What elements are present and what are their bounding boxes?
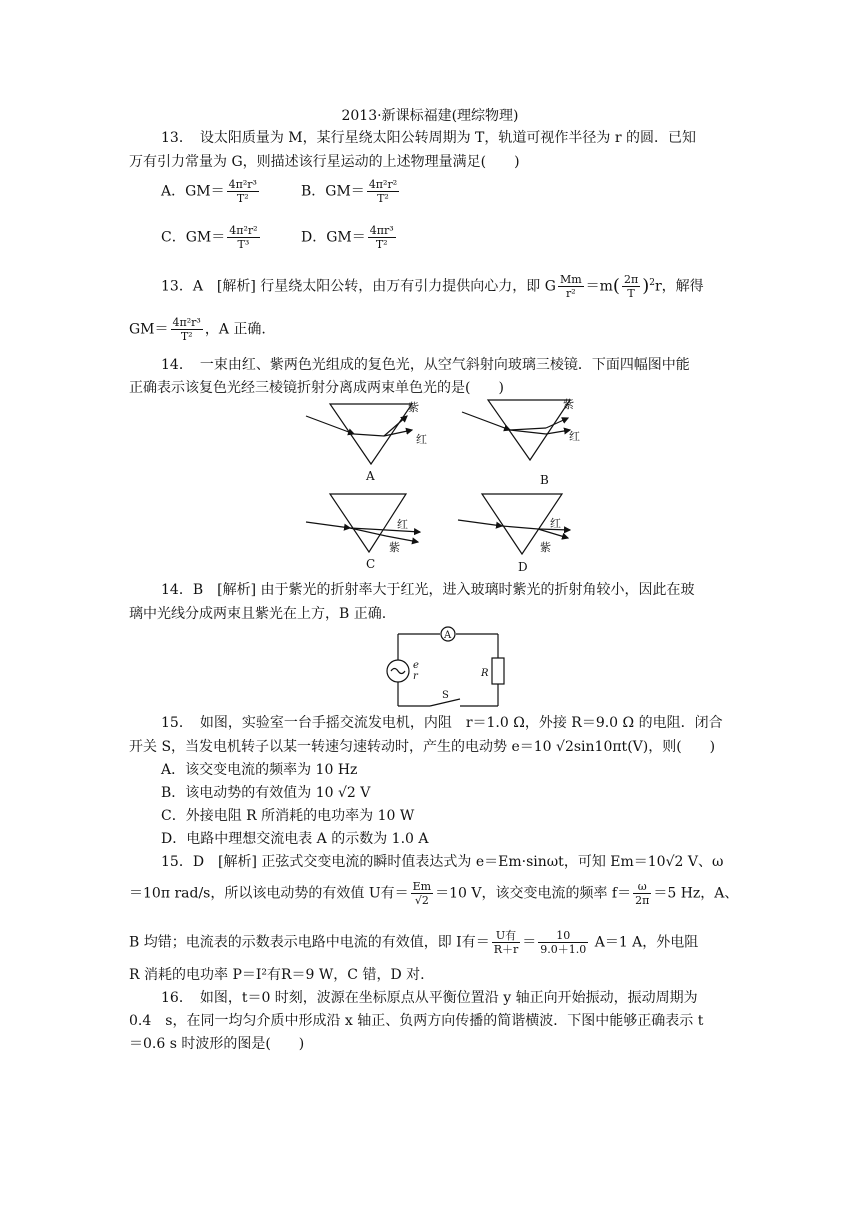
q15-option-c: C．外接电阻 R 所消耗的电功率为 10 W xyxy=(161,808,415,824)
source-emf-label: e xyxy=(413,660,419,671)
q13-answer-frac1 xyxy=(558,273,584,300)
denominator: T³ xyxy=(237,238,250,251)
denominator: R＋r xyxy=(493,943,519,956)
q13-answer2-frac xyxy=(171,316,203,343)
prism-a xyxy=(330,404,412,464)
denominator: √2 xyxy=(414,894,429,907)
numerator: 2π xyxy=(623,273,639,287)
q13-answer-prefix: 13．A [解析] 行星绕太阳公转，由万有引力提供向心力，即 G xyxy=(161,278,556,295)
prism-d-bottom-label: 紫 xyxy=(540,541,551,554)
circuit-diagram xyxy=(0,626,860,716)
q15-answer3-equals: ＝ xyxy=(522,934,537,951)
denominator: T² xyxy=(375,238,388,251)
q15-option-d: D．电路中理想交流电表 A 的示数为 1.0 A xyxy=(161,831,429,847)
q13-answer-suffix: r，解得 xyxy=(654,278,704,295)
q15-answer2-part-a: ＝10π rad/s，所以该电动势的有效值 U有＝ xyxy=(129,885,409,902)
q15-stem-line1: 15． 如图，实验室一台手摇交流发电机，内阻 r＝1.0 Ω，外接 R＝9.0 Ω 的电阻．闭合 xyxy=(161,715,723,731)
numerator: 10 xyxy=(538,929,588,943)
q15-answer-line1: 15．D [解析] 正弦式交变电流的瞬时值表达式为 e＝Em·sinωt，可知 Em＝10√2 V、ω xyxy=(161,854,724,870)
switch-label: S xyxy=(442,690,449,701)
q13-option-d xyxy=(301,224,398,251)
numerator: 4π²r² xyxy=(229,224,258,237)
q15-answer2-frac2 xyxy=(633,880,651,907)
q13-option-d-label: D．GM＝ xyxy=(301,229,366,246)
numerator: Mm xyxy=(559,273,582,287)
q13-option-b-label: B．GM＝ xyxy=(301,183,365,200)
q15-answer3-part-b: A＝1 A，外电阻 xyxy=(590,934,699,951)
q15-answer2-part-b: ＝10 V，该交变电流的频率 f＝ xyxy=(435,885,632,902)
q13-option-c-label: C．GM＝ xyxy=(161,229,226,246)
prism-diagram-c xyxy=(306,494,420,571)
resistor-r xyxy=(492,658,504,684)
denominator: T xyxy=(627,287,635,301)
q14-stem-line1: 14． 一束由红、紫两色光组成的复色光，从空气斜射向玻璃三棱镜．下面四幅图中能 xyxy=(161,357,690,373)
q16-stem-line2: 0.4 s，在同一均匀介质中形成沿 x 轴正、负两方向传播的简谐横波．下图中能够正确表示 t xyxy=(129,1013,704,1029)
q15-option-a: A．该交变电流的频率为 10 Hz xyxy=(161,762,358,778)
q14-stem-line2: 正确表示该复色光经三棱镜折射分离成两束单色光的是( ) xyxy=(129,380,504,396)
prism-b xyxy=(488,400,570,460)
prism-diagrams xyxy=(0,398,860,584)
q13-option-a-label: A．GM＝ xyxy=(161,183,225,200)
denominator: T² xyxy=(377,192,389,205)
q15-stem-line2: 开关 S，当发电机转子以某一转速匀速转动时，产生的电动势 e＝10 √2sin10πt(V)，则( ) xyxy=(129,739,716,755)
prism-d-label: D xyxy=(518,560,528,574)
prism-a-bottom-label: 红 xyxy=(416,433,427,446)
prism-a-label: A xyxy=(366,469,375,483)
numerator: 4π²r³ xyxy=(228,178,257,191)
q15-answer-line3 xyxy=(129,929,698,956)
q13-answer-line1: 13．A [解析] 行星绕太阳公转，由万有引力提供向心力，即 G $\frac{Mm}{\text{r²}}$ ＝m( $\frac{2\pi}{T}$ )$^2$r，解得 xyxy=(161,273,704,301)
q13-option-d-fraction xyxy=(368,224,396,251)
q13-option-c-fraction xyxy=(227,224,259,251)
prism-c-top-label: 红 xyxy=(397,518,408,531)
q15-answer3-frac1 xyxy=(492,929,521,956)
q13-option-b-fraction xyxy=(367,178,399,205)
q15-answer2-part-c: ＝5 Hz，A、 xyxy=(653,885,739,902)
q15-answer2-frac1 xyxy=(411,880,433,907)
prism-b-label: B xyxy=(540,473,549,487)
prism-c-label: C xyxy=(366,557,376,571)
q15-answer3-part-a: B 均错；电流表的示数表示电路中电流的有效值，即 I有＝ xyxy=(129,934,490,951)
prism-diagram-a xyxy=(306,400,427,483)
prism-a-top-label: 紫 xyxy=(408,401,419,414)
numerator: 4π²r² xyxy=(368,178,398,191)
numerator: Em xyxy=(412,880,432,893)
prism-d-top-label: 红 xyxy=(550,517,561,530)
prism-b-top-label: 紫 xyxy=(563,398,574,411)
q14-answer-line1: 14．B [解析] 由于紫光的折射率大于红光，进入玻璃时紫光的折射角较小，因此在玻 xyxy=(161,582,695,598)
denominator: T² xyxy=(236,192,249,205)
numerator: ω xyxy=(633,880,651,894)
q16-stem-line1: 16． 如图，t＝0 时刻，波源在坐标原点从平衡位置沿 y 轴正向开始振动，振动周期为 xyxy=(161,990,698,1006)
numerator: 4π²r³ xyxy=(172,316,201,329)
q13-answer2-suffix: ，A 正确. xyxy=(204,321,266,338)
prism-c-bottom-label: 紫 xyxy=(389,541,400,554)
numerator: U有 xyxy=(492,929,521,943)
q13-answer-line2 xyxy=(129,316,266,343)
page-title: 2013·新课标福建(理综物理) xyxy=(341,108,519,124)
q15-option-b: B．该电动势的有效值为 10 √2 V xyxy=(161,785,371,801)
q13-option-b xyxy=(301,178,401,205)
q15-answer-line2 xyxy=(129,880,738,907)
denominator: r² xyxy=(565,287,576,301)
numerator: 4πr³ xyxy=(369,224,394,237)
q13-option-a-fraction xyxy=(227,178,259,205)
q16-stem-line3: ＝0.6 s 时波形的图是( ) xyxy=(129,1036,305,1052)
denominator: T² xyxy=(180,330,193,343)
q14-answer-line2: 璃中光线分成两束且紫光在上方，B 正确. xyxy=(129,606,387,622)
source-resistance-label: r xyxy=(413,671,418,682)
denominator: 2π xyxy=(635,894,650,907)
prism-diagram-d xyxy=(458,494,570,574)
q13-answer-mid: ＝m xyxy=(585,278,613,295)
denominator: 9.0＋1.0 xyxy=(540,943,587,956)
q13-stem-line2: 万有引力常量为 G，则描述该行星运动的上述物理量满足( ) xyxy=(129,154,520,170)
q13-answer2-prefix: GM＝ xyxy=(129,321,169,338)
resistor-label: R xyxy=(481,668,489,679)
q15-answer-line4: R 消耗的电功率 P＝I²有R＝9 W，C 错，D 对. xyxy=(129,967,425,983)
ammeter-label: A xyxy=(444,630,452,641)
q13-stem-line1: 13． 设太阳质量为 M，某行星绕太阳公转周期为 T，轨道可视作半径为 r 的圆．已知 xyxy=(161,130,696,146)
prism-b-bottom-label: 红 xyxy=(569,430,580,443)
q13-option-a xyxy=(161,178,261,205)
q15-answer3-frac2 xyxy=(538,929,588,956)
q13-answer-frac2 xyxy=(622,273,640,300)
q13-option-c xyxy=(161,224,262,251)
prism-diagram-b xyxy=(462,398,580,487)
